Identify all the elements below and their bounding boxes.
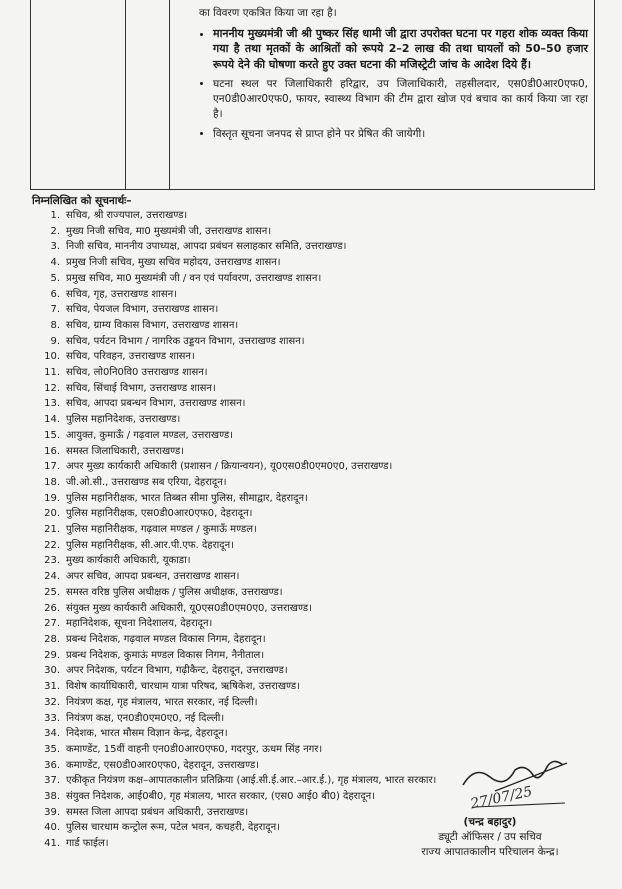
list-item xyxy=(38,475,436,491)
list-item-text: समस्त जिलाधिकारी, उत्तराखण्ड। xyxy=(66,445,185,457)
list-item xyxy=(38,459,436,475)
list-item-number: 1. xyxy=(50,210,60,221)
list-item-text: कमाण्डेंट, 15वीं वाहनी एन0डी0आर0एफ0, गदरपुर, ऊधम सिंह नगर। xyxy=(66,743,323,755)
list-item-text: सचिव, आपदा प्रबन्धन विभाग, उत्तराखण्ड शासन। xyxy=(66,398,246,410)
list-item-text: पुलिस चारधाम कन्ट्रोल रूम, पटेल भवन, कचहरी, देहरादून। xyxy=(66,822,280,834)
list-item xyxy=(38,585,436,601)
list-item-number: 27. xyxy=(44,618,60,630)
list-item-number: 7. xyxy=(50,304,60,316)
list-item-number: 9. xyxy=(50,335,60,347)
list-item xyxy=(38,538,436,554)
list-item-text: मुख्य कार्यकारी अधिकारी, यूकाडा। xyxy=(66,555,191,567)
list-item-text: प्रमुख सचिव, मा0 मुख्यमंत्री जी / वन एवं पर्यावरण, उत्तराखण्ड शासन। xyxy=(66,272,322,284)
list-item-text: अपर सचिव, आपदा प्रबन्धन, उत्तराखण्ड शासन। xyxy=(66,571,240,583)
list-item-text: निदेशक, भारत मौसम विज्ञान केन्द्र, देहरादून। xyxy=(66,728,228,740)
list-item-number: 30. xyxy=(44,665,60,677)
list-item xyxy=(38,428,436,444)
signatory-office: राज्य आपातकालीन परिचालन केन्द्र। xyxy=(421,846,559,858)
list-item xyxy=(38,318,436,334)
list-item-text: अपर मुख्य कार्यकारी अधिकारी (प्रशासन / क्रियान्वयन), यू0एस0डी0एम0ए0, उत्तराखण्ड। xyxy=(66,461,393,473)
list-item xyxy=(38,239,436,255)
list-item-number: 18. xyxy=(44,476,60,488)
signatory-name: (चन्द्र बहादुर) xyxy=(463,816,517,828)
list-item xyxy=(38,758,436,774)
list-item-text: निजी सचिव, माननीय उपाध्यक्ष, आपदा प्रबंधन सलाहकार समिति, उत्तराखण्ड। xyxy=(66,241,347,253)
list-item: • विस्तृत सूचना जनपद से प्राप्त होने पर प्रेषित की जायेगी। xyxy=(213,127,588,142)
list-item xyxy=(38,726,436,742)
list-item xyxy=(38,789,436,805)
list-item-text: मुख्य निजी सचिव, मा0 मुख्यमंत्री जी, उत्तराखण्ड शासन। xyxy=(66,225,272,237)
list-item-number: 40. xyxy=(44,822,60,834)
list-item xyxy=(38,224,436,240)
list-item xyxy=(38,255,436,271)
list-item-number: 23. xyxy=(44,555,60,567)
list-item-number: 22. xyxy=(44,539,60,551)
list-item-text: सचिव, पर्यटन विभाग / नागरिक उड्डयन विभाग, उत्तराखण्ड शासन। xyxy=(66,335,305,347)
list-item-number: 36. xyxy=(44,759,60,771)
list-item-number: 5. xyxy=(50,272,60,284)
table-column-divider xyxy=(125,0,126,189)
list-item-text: सचिव, श्री राज्यपाल, उत्तराखण्ड। xyxy=(66,210,188,221)
list-item xyxy=(38,506,436,522)
list-item xyxy=(38,381,436,397)
list-item-text: अपर निदेशक, पर्यटन विभाग, गढ़ीकैन्ट, देहरादून, उत्तराखण्ड। xyxy=(66,665,288,677)
list-item-text: पुलिस महानिदेशक, उत्तराखण्ड। xyxy=(66,414,181,426)
list-item-text: सचिव, गृह, उत्तराखण्ड शासन। xyxy=(66,288,177,300)
list-item-number: 25. xyxy=(44,586,60,598)
list-item-number: 2. xyxy=(50,225,60,237)
list-item-number: 39. xyxy=(44,806,60,818)
list-item-number: 19. xyxy=(44,492,60,504)
recipients-heading: निम्नलिखित को सूचनार्थः– xyxy=(32,195,132,207)
list-item xyxy=(38,444,436,460)
list-item xyxy=(38,663,436,679)
list-item-text: प्रमुख निजी सचिव, मुख्य सचिव महोदय, उत्तराखण्ड शासन। xyxy=(66,257,281,269)
list-item-text: सचिव, पेयजल विभाग, उत्तराखण्ड शासन। xyxy=(66,304,219,316)
list-item-number: 17. xyxy=(44,461,60,473)
list-item xyxy=(38,695,436,711)
list-item-number: 12. xyxy=(44,382,60,394)
list-item-text: पुलिस महानिरीक्षक, भारत तिब्बत सीमा पुलिस, सीमाद्वार, देहरादून। xyxy=(66,492,308,504)
list-item-text: गार्ड फाईल। xyxy=(66,838,109,850)
list-item-text: प्रबन्ध निदेशक, गढ़वाल मण्डल विकास निगम, देहरादून। xyxy=(66,633,266,645)
incident-table xyxy=(30,0,595,190)
list-item-number: 15. xyxy=(44,429,60,441)
list-item-number: 29. xyxy=(44,649,60,661)
list-item-number: 28. xyxy=(44,633,60,645)
list-item-number: 37. xyxy=(44,775,60,787)
list-item-number: 33. xyxy=(44,712,60,724)
list-item-number: 8. xyxy=(50,319,60,331)
list-item-text: समस्त जिला आपदा प्रबंधन अधिकारी, उत्तराखण्ड। xyxy=(66,806,249,818)
details-bullet-list xyxy=(199,26,588,142)
list-item: • घटना स्थल पर जिलाधिकारी हरिद्वार, उप जिलाधिकारी, तहसीलदार, एस0डी0आर0एफ0, एन0डी0आर0एफ0, फायर, स्वास्थ्य विभाग की टीम द्वारा खोज एवं बचाव का कार्य किया जा रहा है। xyxy=(213,77,588,123)
list-item xyxy=(38,679,436,695)
list-item-text: आयुक्त, कुमाऊँ / गढ़वाल मण्डल, उत्तराखण्ड। xyxy=(66,429,233,441)
list-item xyxy=(38,601,436,617)
list-item-text: नियंत्रण कक्ष, एन0डी0एम0ए0, नई दिल्ली। xyxy=(66,712,225,724)
list-item xyxy=(38,208,436,224)
list-item-text: नियंत्रण कक्ष, गृह मंत्रालय, भारत सरकार, नई दिल्ली। xyxy=(66,696,258,708)
list-item-number: 4. xyxy=(50,257,60,269)
list-item-number: 16. xyxy=(44,445,60,457)
list-item-number: 13. xyxy=(44,398,60,410)
list-item-text: संयुक्त निदेशक, आई0बी0, गृह मंत्रालय, भारत सरकार, (एस0 आई0 बी0) देहरादून। xyxy=(66,791,375,803)
list-item xyxy=(38,648,436,664)
recipients-list xyxy=(38,208,436,852)
signatory-designation: ड्यूटी ऑफिसर / उप सचिव xyxy=(438,831,542,843)
list-item: • माननीय मुख्यमंत्री जी श्री पुष्कर सिंह धामी जी द्वारा उपरोक्त घटना पर गहरा शोक व्यक्त किया गया है तथा मृतकों के आश्रितों को रूपये 2–2 लाख की तथा घायलों को 50–50 हजार रूपये देने की घोषणा करते हुए उक्त घटना की मजिस्ट्रेटी जांच के आदेश दिये हैं। xyxy=(213,26,588,72)
table-column-divider xyxy=(169,0,170,189)
list-item xyxy=(38,773,436,789)
incident-details-cell xyxy=(199,6,588,148)
list-item xyxy=(38,287,436,303)
list-item-text: सचिव, ग्राम्य विकास विभाग, उत्तराखण्ड शासन। xyxy=(66,319,239,331)
list-item-text: कमाण्डेंट, एस0डी0आर0एफ0, देहरादून, उत्तराखण्ड। xyxy=(66,759,259,771)
list-item xyxy=(38,522,436,538)
list-item xyxy=(38,632,436,648)
list-item-number: 21. xyxy=(44,524,60,536)
list-item-text: पुलिस महानिरीक्षक, सी.आर.पी.एफ. देहरादून। xyxy=(66,539,234,551)
list-item xyxy=(38,349,436,365)
list-item-number: 32. xyxy=(44,696,60,708)
list-item-number: 31. xyxy=(44,681,60,693)
list-item-number: 3. xyxy=(50,241,60,253)
list-item-text: संयुक्त मुख्य कार्यकारी अधिकारी, यू0एस0डी0एम0ए0, उत्तराखण्ड। xyxy=(66,602,312,614)
list-item-text: जी.ओ.सी., उत्तराखण्ड सब एरिया, देहरादून। xyxy=(66,476,227,488)
list-item xyxy=(38,396,436,412)
signature-date: 27/07/25 xyxy=(469,783,534,813)
signatory-block xyxy=(370,815,610,860)
list-item-number: 20. xyxy=(44,508,60,520)
list-item xyxy=(38,271,436,287)
list-item xyxy=(38,569,436,585)
list-item-text: पुलिस महानिरीक्षक, गढ़वाल मण्डल / कुमाऊँ मण्डल। xyxy=(66,524,257,536)
list-item-number: 41. xyxy=(44,838,60,850)
list-item-number: 10. xyxy=(44,351,60,363)
list-item-text: सचिव, लो0नि0वि0 उत्तराखण्ड शासन। xyxy=(66,367,208,379)
list-item xyxy=(38,491,436,507)
list-item xyxy=(38,742,436,758)
list-item xyxy=(38,412,436,428)
list-item-number: 14. xyxy=(44,414,60,426)
list-item-number: 24. xyxy=(44,571,60,583)
list-item xyxy=(38,553,436,569)
list-item-text: सचिव, सिंचाई विभाग, उत्तराखण्ड शासन। xyxy=(66,382,216,394)
list-item xyxy=(38,302,436,318)
list-item-text: पुलिस महानिरीक्षक, एस0डी0आर0एफ0, देहरादून। xyxy=(66,508,253,520)
list-item-number: 35. xyxy=(44,743,60,755)
list-item-text: एकीकृत नियंत्रण कक्ष–आपातकालीन प्रतिक्रिया (आई.सी.ई.आर.–आर.ई.), गृह मंत्रालय, भारत सरकार। xyxy=(66,775,437,787)
list-item-text: समस्त वरिष्ठ पुलिस अधीक्षक / पुलिस अधीक्षक, उत्तराखण्ड। xyxy=(66,586,283,598)
list-item-text: प्रबन्ध निदेशक, कुमाऊं मण्डल विकास निगम, नैनीताल। xyxy=(66,649,265,661)
list-item xyxy=(38,365,436,381)
list-item xyxy=(38,334,436,350)
list-item-number: 6. xyxy=(50,288,60,300)
list-item-number: 26. xyxy=(44,602,60,614)
list-item-text: विशेष कार्याधिकारी, चारधाम यात्रा परिषद, ऋषिकेश, उत्तराखण्ड। xyxy=(66,681,300,693)
list-item-text: सचिव, परिवहन, उत्तराखण्ड शासन। xyxy=(66,351,195,363)
list-item xyxy=(38,616,436,632)
list-item xyxy=(38,711,436,727)
list-item-text: महानिदेशक, सूचना निदेशालय, देहरादून। xyxy=(66,618,213,630)
list-item-number: 11. xyxy=(44,367,60,379)
list-item-number: 34. xyxy=(44,728,60,740)
list-item-number: 38. xyxy=(44,791,60,803)
details-intro: का विवरण एकत्रित किया जा रहा है। xyxy=(199,7,337,19)
